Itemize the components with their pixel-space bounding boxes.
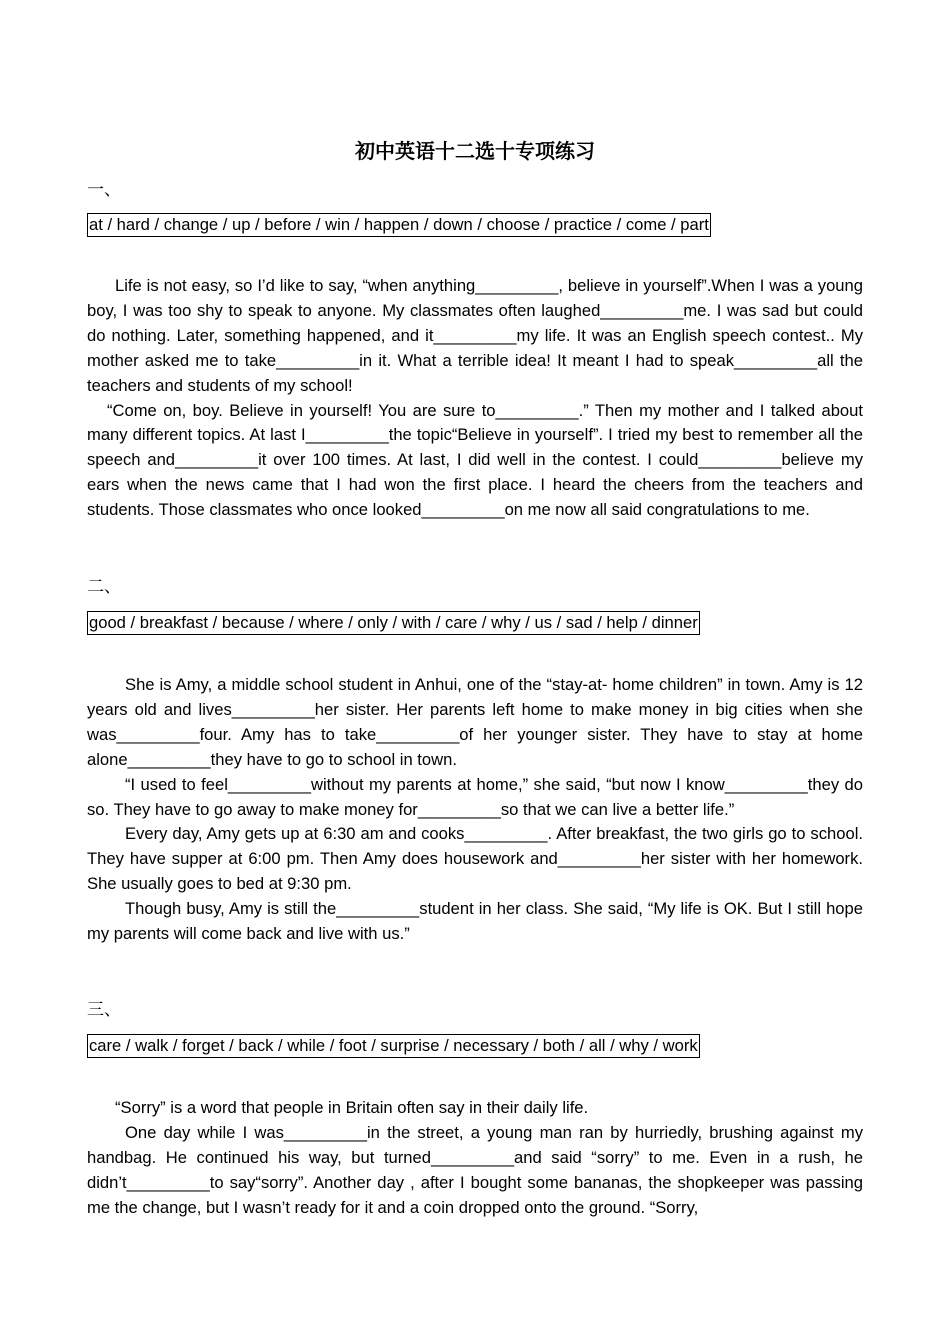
section-2-word-bank: good / breakfast / because / where / only / with / care / why / us / sad / help / dinner xyxy=(87,611,700,635)
section-1-paragraph-1: Life is not easy, so I’d like to say, “when anything_________, believe in yourself”.When I was a young boy, I was too shy to speak to anyone. My classmates often laughed_________me. I was sad but could do nothing. Later, something happened, and it_________my life. It was an English speech contest.. My mother asked me to take_________in it. What a terrible idea! It meant I had to speak_________all the teachers and students of my school! xyxy=(87,276,863,395)
section-3-paragraph-2: One day while I was_________in the street, a young man ran by hurriedly, brushing against my handbag. He continued his way, but turned_________and said “sorry” to me. Even in a rush, he didn’t_________to say“sorry”. Another day , after I bought some bananas, the shopkeeper was passing me the change, but I wasn’t ready for it and a coin dropped onto the ground. “Sorry, xyxy=(87,1122,863,1217)
section-3-paragraph-1: “Sorry” is a word that people in Britain often say in their daily life. xyxy=(115,1098,589,1117)
section-2-passage xyxy=(87,673,863,947)
section-1-passage xyxy=(87,274,863,523)
page-title: 初中英语十二选十专项练习 xyxy=(355,139,595,163)
section-1-paragraph-2: “Come on, boy. Believe in yourself! You are sure to_________.” Then my mother and I talked about many different topics. At last I_________the topic“Believe in yourself”. I tried my best to remember all the speech and_________it over 100 times. At last, I did well in the contest. I could_________believe my ears when the news came that I had won the first place. I heard the cheers from the teachers and students. Those classmates who once looked_________on me now all said congratulations to me. xyxy=(87,400,863,520)
section-2-paragraph-1: She is Amy, a middle school student in Anhui, one of the “stay-at- home children” in town. Amy is 12 years old and lives_________her sister. Her parents left home to make money in big cities when she was_________four. Amy has to take_________of her younger sister. They have to stay at home alone_________they have to go to school in town. xyxy=(87,675,863,769)
section-3-word-bank: care / walk / forget / back / while / foot / surprise / necessary / both / all / why / work xyxy=(87,1034,700,1058)
section-1-label: 一、 xyxy=(87,180,121,200)
section-2-paragraph-2: “I used to feel_________without my parents at home,” she said, “but now I know_________they do so. They have to go away to make money for_________so that we can live a better life.” xyxy=(87,774,863,819)
section-2-paragraph-3: Every day, Amy gets up at 6:30 am and cooks_________. After breakfast, the two girls go to school. They have supper at 6:00 pm. Then Amy does housework and_________her sister with her homework. She usually goes to bed at 9:30 pm. xyxy=(87,824,863,894)
section-2-paragraph-4: Though busy, Amy is still the_________student in her class. She said, “My life is OK. But I still hope my parents will come back and live with us.” xyxy=(87,899,863,944)
section-1-word-bank: at / hard / change / up / before / win / happen / down / choose / practice / come / part xyxy=(87,213,711,237)
section-3-passage xyxy=(87,1096,863,1221)
section-2-label: 二、 xyxy=(87,577,121,597)
section-3-label: 三、 xyxy=(87,1000,121,1020)
